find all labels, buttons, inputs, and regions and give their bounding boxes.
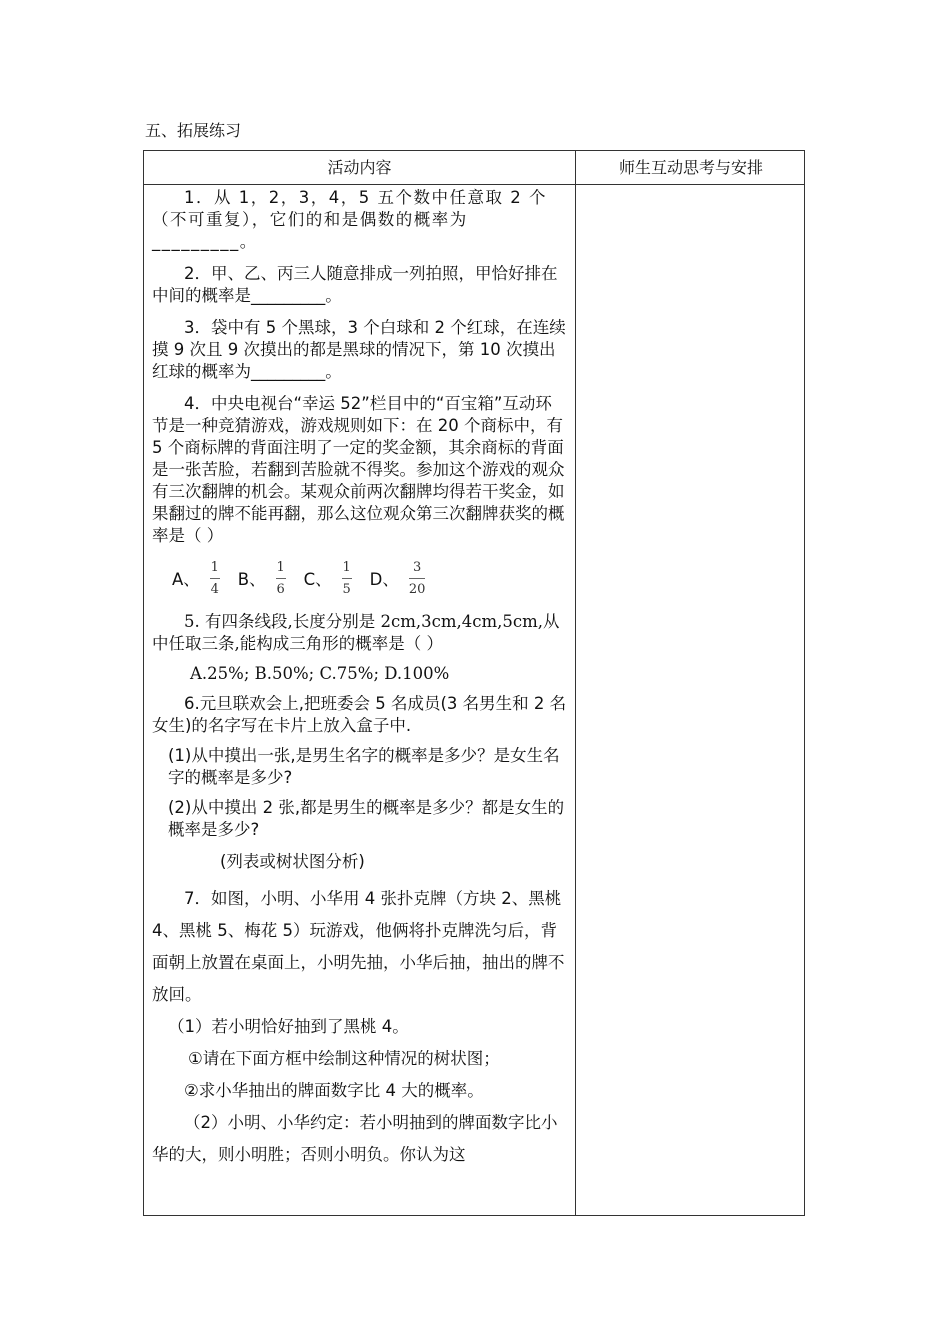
option-b <box>238 559 286 598</box>
question-7-part-1: （1）若小明恰好抽到了黑桃 4。 <box>168 1017 409 1036</box>
question-3: 3．袋中有 5 个黑球，3 个白球和 2 个红球，在连续摸 9 次且 9 次摸出的都是黑球的情况下，第 10 次摸出红球的概率为_________。 <box>152 318 566 381</box>
question-1: 1．从 1，2，3，4，5 五个数中任意取 2 个（不可重复），它们的和是偶数的概率为_________。 <box>152 188 547 251</box>
column-divider <box>575 151 576 1215</box>
header-teacher-student: 师生互动思考与安排 <box>618 158 763 177</box>
question-7-part-1b: ②求小华抽出的牌面数字比 4 大的概率。 <box>184 1081 484 1100</box>
question-4: 4．中央电视台“幸运 52”栏目中的“百宝箱”互动环节是一种竞猜游戏，游戏规则如下：在 20 个商标中，有 5 个商标牌的背面注明了一定的奖金额，其余商标的背面是一张苦脸，若翻到苦脸就不得奖。参加这个游戏的观众有三次翻牌的机会。某观众前两次翻牌均得若干奖金，如果翻过的牌不能再翻，那么这位观众第三次翻牌获奖的概率是（ ） <box>152 394 565 545</box>
question-5-options: A.25%; B.50%; C.75%; D.100% <box>190 664 450 683</box>
option-c-label: C、 <box>303 570 332 589</box>
question-6-note: (列表或树状图分析) <box>220 852 365 871</box>
question-5: 5. 有四条线段,长度分别是 2cm,3cm,4cm,5cm,从中任取三条,能构成三角形的概率是（ ） <box>152 612 560 653</box>
question-7: 7．如图，小明、小华用 4 张扑克牌（方块 2、黑桃 4、黑桃 5、梅花 5）玩游戏，他俩将扑克牌洗匀后，背面朝上放置在桌面上，小明先抽，小华后抽，抽出的牌不放回。 <box>152 889 565 1004</box>
option-a-numerator: 1 <box>210 559 219 575</box>
option-c-numerator: 1 <box>342 559 351 575</box>
activity-content-cell <box>152 185 568 1171</box>
option-b-numerator: 1 <box>276 559 285 575</box>
option-a-label: A、 <box>172 570 200 589</box>
question-7-part-2: （2）小明、小华约定：若小明抽到的牌面数字比小华的大，则小明胜；否则小明负。你认为这 <box>152 1113 558 1164</box>
option-a-fraction <box>210 559 220 598</box>
question-2: 2．甲、乙、丙三人随意排成一列拍照，甲恰好排在中间的概率是_________。 <box>152 264 558 305</box>
option-b-label: B、 <box>237 570 266 589</box>
question-6-part-2: (2)从中摸出 2 张,都是男生的概率是多少？都是女生的概率是多少? <box>168 798 565 839</box>
option-d-numerator: 3 <box>413 559 422 575</box>
option-d <box>370 559 426 598</box>
option-d-label: D、 <box>369 570 399 589</box>
question-7-block <box>152 883 568 1171</box>
option-a-denominator: 4 <box>210 581 219 597</box>
option-a <box>172 559 220 598</box>
question-6-part-1: (1)从中摸出一张,是男生名字的概率是多少？是女生名字的概率是多少? <box>168 746 560 787</box>
question-7-part-1a: ①请在下面方框中绘制这种情况的树状图； <box>188 1049 500 1068</box>
option-b-denominator: 6 <box>276 581 285 597</box>
option-d-denominator: 20 <box>408 581 426 597</box>
question-6: 6.元旦联欢会上,把班委会 5 名成员(3 名男生和 2 名女生)的名字写在卡片上放入盒子中. <box>152 694 567 735</box>
option-c <box>304 559 352 598</box>
question-4-options <box>172 551 568 605</box>
option-c-denominator: 5 <box>342 581 351 597</box>
section-title: 五、拓展练习 <box>145 121 242 140</box>
option-b-fraction <box>276 559 286 598</box>
option-d-fraction <box>409 559 426 598</box>
header-activity-content: 活动内容 <box>327 158 392 177</box>
activity-table <box>143 150 805 1216</box>
option-c-fraction <box>342 559 352 598</box>
